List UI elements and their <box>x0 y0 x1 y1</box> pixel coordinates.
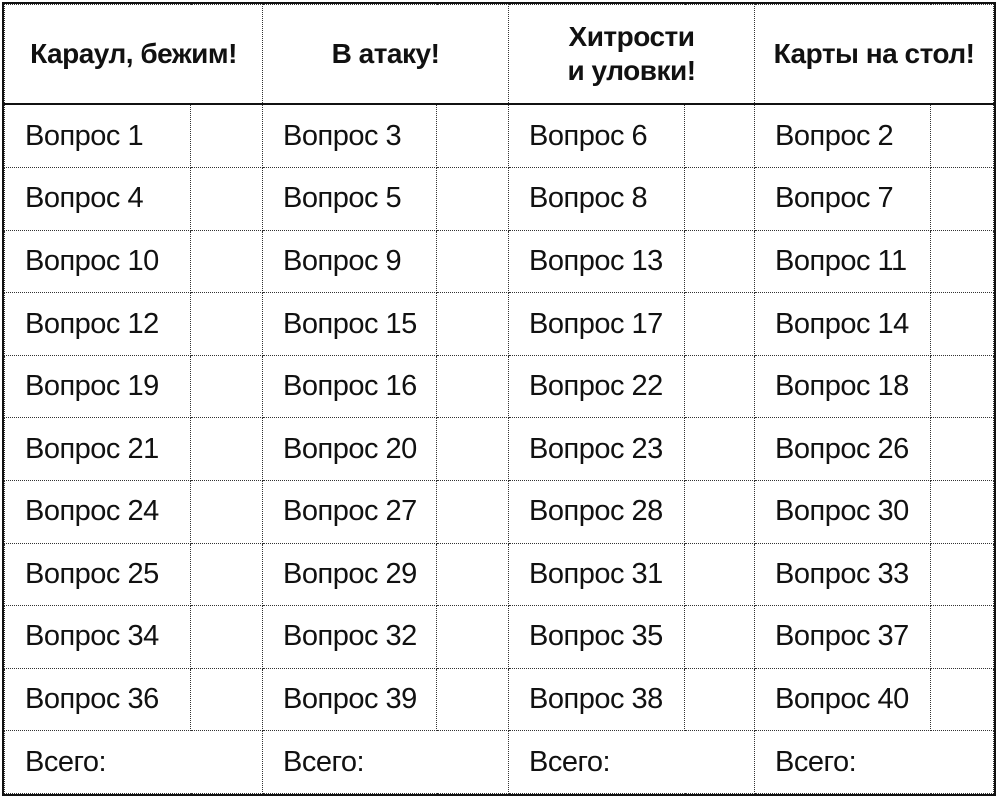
question-label: Вопрос 15 <box>263 293 437 356</box>
answer-box[interactable] <box>685 668 755 731</box>
question-label: Вопрос 8 <box>509 168 685 231</box>
answer-box[interactable] <box>685 418 755 481</box>
total-label[interactable]: Всего: <box>5 731 263 794</box>
total-row <box>5 731 994 794</box>
question-row <box>5 418 994 481</box>
question-row <box>5 480 994 543</box>
question-label: Вопрос 19 <box>5 355 191 418</box>
header-row <box>5 5 994 105</box>
answer-box[interactable] <box>931 480 994 543</box>
question-label: Вопрос 22 <box>509 355 685 418</box>
question-label: Вопрос 30 <box>755 480 931 543</box>
question-label: Вопрос 12 <box>5 293 191 356</box>
question-row <box>5 668 994 731</box>
answer-box[interactable] <box>437 668 509 731</box>
answer-box[interactable] <box>191 418 263 481</box>
answer-box[interactable] <box>685 293 755 356</box>
answer-box[interactable] <box>437 480 509 543</box>
answer-box[interactable] <box>685 355 755 418</box>
answer-box[interactable] <box>437 104 509 168</box>
answer-box[interactable] <box>437 168 509 231</box>
answer-box[interactable] <box>931 168 994 231</box>
column-header-2: В атаку! <box>263 5 509 105</box>
answer-box[interactable] <box>191 480 263 543</box>
column-header-3: Хитрости и уловки! <box>509 5 755 105</box>
question-label: Вопрос 37 <box>755 606 931 669</box>
score-sheet <box>2 2 996 796</box>
answer-box[interactable] <box>437 606 509 669</box>
question-label: Вопрос 31 <box>509 543 685 606</box>
answer-box[interactable] <box>931 230 994 293</box>
answer-box[interactable] <box>685 104 755 168</box>
question-label: Вопрос 18 <box>755 355 931 418</box>
question-rows <box>5 104 994 794</box>
answer-box[interactable] <box>685 480 755 543</box>
answer-box[interactable] <box>437 543 509 606</box>
answer-box[interactable] <box>685 230 755 293</box>
answer-box[interactable] <box>191 355 263 418</box>
question-label: Вопрос 21 <box>5 418 191 481</box>
question-label: Вопрос 27 <box>263 480 437 543</box>
question-label: Вопрос 24 <box>5 480 191 543</box>
answer-box[interactable] <box>931 355 994 418</box>
question-label: Вопрос 16 <box>263 355 437 418</box>
answer-box[interactable] <box>931 293 994 356</box>
answer-box[interactable] <box>191 230 263 293</box>
question-label: Вопрос 32 <box>263 606 437 669</box>
answer-box[interactable] <box>191 606 263 669</box>
question-label: Вопрос 17 <box>509 293 685 356</box>
answer-box[interactable] <box>685 168 755 231</box>
question-label: Вопрос 6 <box>509 104 685 168</box>
answer-box[interactable] <box>931 543 994 606</box>
answer-box[interactable] <box>191 168 263 231</box>
question-label: Вопрос 25 <box>5 543 191 606</box>
question-label: Вопрос 4 <box>5 168 191 231</box>
answer-box[interactable] <box>191 668 263 731</box>
question-label: Вопрос 13 <box>509 230 685 293</box>
question-label: Вопрос 38 <box>509 668 685 731</box>
question-label: Вопрос 2 <box>755 104 931 168</box>
answer-box[interactable] <box>931 418 994 481</box>
answer-box[interactable] <box>437 293 509 356</box>
question-row <box>5 293 994 356</box>
score-table <box>4 4 994 794</box>
question-label: Вопрос 29 <box>263 543 437 606</box>
question-row <box>5 606 994 669</box>
total-label[interactable]: Всего: <box>263 731 509 794</box>
question-label: Вопрос 35 <box>509 606 685 669</box>
answer-box[interactable] <box>931 606 994 669</box>
question-label: Вопрос 28 <box>509 480 685 543</box>
answer-box[interactable] <box>437 418 509 481</box>
answer-box[interactable] <box>437 355 509 418</box>
question-label: Вопрос 39 <box>263 668 437 731</box>
answer-box[interactable] <box>931 104 994 168</box>
question-label: Вопрос 23 <box>509 418 685 481</box>
answer-box[interactable] <box>685 543 755 606</box>
total-label[interactable]: Всего: <box>509 731 755 794</box>
question-row <box>5 355 994 418</box>
question-label: Вопрос 34 <box>5 606 191 669</box>
question-row <box>5 230 994 293</box>
question-row <box>5 543 994 606</box>
question-row <box>5 104 994 168</box>
question-label: Вопрос 36 <box>5 668 191 731</box>
answer-box[interactable] <box>191 104 263 168</box>
answer-box[interactable] <box>191 543 263 606</box>
answer-box[interactable] <box>931 668 994 731</box>
question-label: Вопрос 1 <box>5 104 191 168</box>
answer-box[interactable] <box>685 606 755 669</box>
question-label: Вопрос 7 <box>755 168 931 231</box>
question-label: Вопрос 33 <box>755 543 931 606</box>
question-label: Вопрос 3 <box>263 104 437 168</box>
question-row <box>5 168 994 231</box>
question-label: Вопрос 40 <box>755 668 931 731</box>
question-label: Вопрос 26 <box>755 418 931 481</box>
question-label: Вопрос 10 <box>5 230 191 293</box>
question-label: Вопрос 20 <box>263 418 437 481</box>
answer-box[interactable] <box>437 230 509 293</box>
answer-box[interactable] <box>191 293 263 356</box>
question-label: Вопрос 14 <box>755 293 931 356</box>
column-header-4: Карты на стол! <box>755 5 994 105</box>
question-label: Вопрос 9 <box>263 230 437 293</box>
column-header-1: Караул, бежим! <box>5 5 263 105</box>
total-label[interactable]: Всего: <box>755 731 994 794</box>
question-label: Вопрос 11 <box>755 230 931 293</box>
question-label: Вопрос 5 <box>263 168 437 231</box>
